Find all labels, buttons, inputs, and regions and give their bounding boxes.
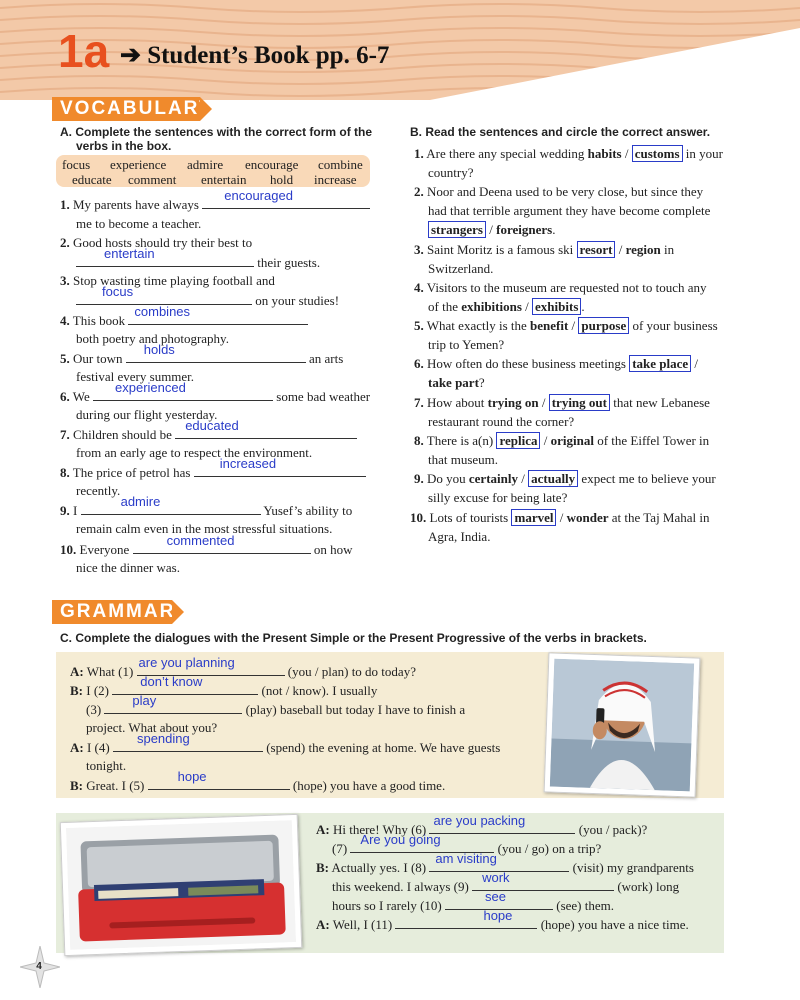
item-text: Yusef’s ability to bbox=[263, 503, 353, 518]
word: educate bbox=[72, 172, 112, 187]
item-number: 8. bbox=[60, 465, 70, 480]
dialogue-text: What (1) bbox=[86, 664, 134, 679]
instruction-a: A. Complete the sentences with the correct form of the bbox=[60, 125, 373, 139]
item-continuation: that museum. bbox=[428, 452, 499, 467]
item-text: Lots of tourists bbox=[429, 510, 512, 525]
b-item-3 bbox=[414, 242, 674, 258]
dialogue-text: (you / pack)? bbox=[578, 822, 648, 837]
item-text: We bbox=[72, 389, 90, 404]
dialogue-text: Hi there! Why (6) bbox=[332, 822, 427, 837]
option[interactable]: trying on bbox=[487, 395, 539, 410]
item-text: at the Taj Mahal in bbox=[608, 510, 710, 525]
dialogue-text: Well, I (11) bbox=[332, 917, 393, 932]
item-number: 9. bbox=[414, 471, 424, 486]
item-continuation: during our flight yesterday. bbox=[76, 407, 218, 422]
answer-text: spending bbox=[136, 731, 190, 746]
item-continuation: both poetry and photography. bbox=[76, 331, 229, 346]
answer-blank[interactable] bbox=[126, 342, 306, 363]
item-text: I bbox=[73, 503, 78, 518]
item-text: . bbox=[552, 222, 556, 237]
answer-blank[interactable] bbox=[194, 456, 366, 477]
item-continuation: nice the dinner was. bbox=[76, 560, 180, 575]
item-text: Everyone bbox=[79, 542, 130, 557]
item-continuation: recently. bbox=[76, 483, 121, 498]
item-text: This book bbox=[72, 313, 126, 328]
item-text: in bbox=[660, 242, 675, 257]
option-circled[interactable]: replica bbox=[496, 432, 540, 449]
grammar-banner: GRAMMAR bbox=[52, 600, 172, 624]
item-text: Noor and Deena used to be very close, but since they bbox=[427, 184, 704, 199]
page-number: 4 bbox=[36, 961, 42, 972]
vocab-item-9 bbox=[60, 494, 353, 519]
item-number: 9. bbox=[60, 503, 70, 518]
item-number: 3. bbox=[414, 242, 424, 257]
item-number: 3. bbox=[60, 273, 70, 288]
item-number: 10. bbox=[60, 542, 77, 557]
item-number: 5. bbox=[414, 318, 424, 333]
dialogue-1-line-2 bbox=[70, 674, 378, 699]
answer-text: hope bbox=[177, 769, 207, 784]
item-text: How often do these business meetings bbox=[427, 356, 630, 371]
word: increase bbox=[314, 172, 357, 187]
item-text: of your business bbox=[629, 318, 718, 333]
item-text: How about bbox=[427, 395, 488, 410]
dialogue-2-line-6 bbox=[316, 908, 689, 933]
item-text: Are there any special wedding bbox=[426, 146, 588, 161]
answer-text: see bbox=[485, 889, 506, 904]
unit-number: 1a bbox=[58, 25, 110, 77]
photo-suitcase bbox=[60, 814, 303, 956]
item-text: some bad weather bbox=[276, 389, 371, 404]
dialogue-text: (hope) you have a nice time. bbox=[540, 917, 689, 932]
answer-text: entertain bbox=[104, 246, 155, 261]
vocab-item-6 bbox=[60, 380, 371, 405]
instruction-b: B. Read the sentences and circle the correct answer. bbox=[410, 125, 711, 139]
item-text: The price of petrol has bbox=[72, 465, 191, 480]
item-text: of the bbox=[428, 299, 462, 314]
answer-text: focus bbox=[102, 284, 134, 299]
vocab-item-10 bbox=[60, 533, 353, 558]
item-continuation: Switzerland. bbox=[428, 261, 494, 276]
item-continuation: festival every summer. bbox=[76, 369, 195, 384]
item-number: 4. bbox=[60, 313, 70, 328]
option-circled[interactable]: trying out bbox=[549, 394, 610, 411]
b-item-2 bbox=[414, 184, 703, 200]
photo-man-on-phone bbox=[544, 652, 701, 797]
b-item-10 bbox=[410, 510, 710, 526]
item-number: 8. bbox=[414, 433, 424, 448]
answer-text: increased bbox=[219, 456, 277, 471]
speaker: B: bbox=[316, 860, 329, 875]
dialogue-text: (3) bbox=[86, 702, 102, 717]
item-text: of the Eiffel Tower in bbox=[593, 433, 710, 448]
option-circled[interactable]: exhibits bbox=[532, 298, 581, 315]
b-item-7 bbox=[414, 395, 710, 411]
word: comment bbox=[128, 172, 177, 187]
item-text: in your bbox=[682, 146, 723, 161]
item-text: Saint Moritz is a famous ski bbox=[427, 242, 577, 257]
item-text: an arts bbox=[308, 351, 344, 366]
option[interactable]: wonder bbox=[566, 510, 609, 525]
vocab-item-3-line2 bbox=[76, 284, 340, 309]
separator: / bbox=[540, 433, 551, 448]
dialogue-text: (7) bbox=[332, 841, 348, 856]
answer-blank[interactable] bbox=[93, 380, 273, 401]
item-continuation: restaurant round the corner? bbox=[428, 414, 575, 429]
item-number: 4. bbox=[414, 280, 424, 295]
answer-blank[interactable] bbox=[81, 494, 261, 515]
dialogue-text: (work) long bbox=[617, 879, 680, 894]
answer-text: hope bbox=[483, 908, 513, 923]
answer-blank[interactable] bbox=[128, 304, 308, 325]
item-text: their guests. bbox=[257, 255, 321, 270]
vocab-item-5 bbox=[60, 342, 344, 367]
speaker: B: bbox=[70, 778, 83, 793]
speaker: A: bbox=[316, 917, 330, 932]
dialogue-text: Actually yes. I (8) bbox=[331, 860, 427, 875]
answer-text: experienced bbox=[115, 380, 186, 395]
answer-blank[interactable] bbox=[76, 246, 254, 267]
item-continuation: silly excuse for being late? bbox=[428, 490, 568, 505]
item-number: 6. bbox=[60, 389, 70, 404]
answer-blank[interactable] bbox=[175, 418, 357, 439]
option-circled[interactable]: marvel bbox=[511, 509, 556, 526]
separator: / bbox=[556, 510, 567, 525]
vocab-item-3 bbox=[60, 273, 275, 289]
dialogue-text: tonight. bbox=[86, 758, 127, 773]
item-continuation: remain calm even in the most stressful situations. bbox=[76, 521, 333, 536]
dialogue-text: Great. I (5) bbox=[86, 778, 145, 793]
item-text: There is a(n) bbox=[426, 433, 497, 448]
vocabulary-banner: VOCABULARY bbox=[52, 97, 200, 121]
item-number: 7. bbox=[414, 395, 424, 410]
dialogue-text: I (4) bbox=[86, 740, 110, 755]
speaker: B: bbox=[70, 683, 83, 698]
item-number: 6. bbox=[414, 356, 424, 371]
vocab-item-2 bbox=[60, 235, 252, 251]
answer-blank[interactable] bbox=[113, 731, 263, 752]
b-item-2-options bbox=[428, 222, 555, 238]
item-text: on your studies! bbox=[255, 293, 340, 308]
option[interactable]: exhibitions bbox=[461, 299, 522, 314]
dialogue-text: I (2) bbox=[86, 683, 109, 698]
dialogue-text: (spend) the evening at home. We have guests bbox=[266, 740, 501, 755]
item-text: expect me to believe your bbox=[578, 471, 716, 486]
option[interactable]: habits bbox=[587, 146, 622, 161]
dialogue-text: (hope) you have a good time. bbox=[292, 778, 446, 793]
option[interactable]: region bbox=[625, 242, 661, 257]
dialogue-1-line-7 bbox=[70, 769, 446, 794]
book-reference bbox=[120, 40, 389, 70]
item-number: 2. bbox=[414, 184, 424, 199]
b-item-5 bbox=[414, 318, 718, 334]
item-number: 1. bbox=[60, 197, 70, 212]
item-text: Good hosts should try their best to bbox=[73, 235, 253, 250]
option-circled[interactable]: resort bbox=[577, 241, 616, 258]
option-circled[interactable]: strangers bbox=[428, 221, 486, 238]
b-item-6 bbox=[414, 356, 698, 372]
word: experience bbox=[110, 157, 167, 172]
item-number: 10. bbox=[410, 510, 427, 525]
item-number: 2. bbox=[60, 235, 70, 250]
answer-text: play bbox=[132, 693, 157, 708]
vocab-item-2-line2 bbox=[76, 246, 321, 271]
answer-text: admire bbox=[120, 494, 161, 509]
arrow-icon: ➔ bbox=[120, 42, 148, 69]
item-continuation: Agra, India. bbox=[428, 529, 491, 544]
item-number: 5. bbox=[60, 351, 70, 366]
dialogue-text: project. What about you? bbox=[86, 720, 218, 735]
item-text: Stop wasting time playing football and bbox=[73, 273, 275, 288]
speaker: A: bbox=[316, 822, 330, 837]
separator: / bbox=[521, 299, 533, 314]
item-text: that new Lebanese bbox=[609, 395, 710, 410]
item-text: My parents have always bbox=[73, 197, 199, 212]
answer-blank[interactable] bbox=[202, 188, 370, 209]
answer-blank[interactable] bbox=[133, 533, 311, 554]
man-phone-illustration bbox=[550, 659, 694, 792]
answer-text: work bbox=[482, 870, 510, 885]
answer-text: are you packing bbox=[433, 813, 526, 828]
speaker: A: bbox=[70, 740, 84, 755]
b-item-9 bbox=[414, 471, 716, 487]
item-number: 1. bbox=[414, 146, 424, 161]
item-text: Visitors to the museum are requested not to touch any bbox=[426, 280, 707, 295]
answer-text: am visiting bbox=[435, 851, 497, 866]
dialogue-text: (you / plan) to do today? bbox=[287, 664, 416, 679]
word: focus bbox=[62, 157, 91, 172]
b-item-6-line2 bbox=[428, 375, 485, 391]
vocab-item-8 bbox=[60, 456, 366, 481]
banner-arrow bbox=[200, 97, 212, 121]
item-text: Do you bbox=[427, 471, 469, 486]
dialogue-text: this weekend. I always (9) bbox=[332, 879, 469, 894]
answer-blank[interactable] bbox=[395, 908, 537, 929]
item-continuation: from an early age to respect the environment. bbox=[76, 445, 313, 460]
dialogue-1-line-3 bbox=[86, 693, 466, 718]
dialogue-2-line-5 bbox=[332, 889, 615, 914]
word: encourage bbox=[245, 157, 299, 172]
dialogue-text: (play) baseball but today I have to finish a bbox=[245, 702, 466, 717]
dialogue-1-line-1 bbox=[70, 655, 416, 680]
item-text: What exactly is the bbox=[426, 318, 531, 333]
item-continuation: had that terrible argument they have become complete bbox=[428, 203, 711, 218]
dialogue-text: (you / go) on a trip? bbox=[497, 841, 602, 856]
option[interactable]: take part bbox=[428, 375, 479, 390]
option[interactable]: original bbox=[550, 433, 594, 448]
b-item-8 bbox=[414, 433, 709, 449]
option-circled[interactable]: take place bbox=[629, 355, 691, 372]
separator: / bbox=[486, 222, 497, 237]
option-circled[interactable]: customs bbox=[632, 145, 683, 162]
item-text: Our town bbox=[73, 351, 123, 366]
word: hold bbox=[270, 172, 294, 187]
instruction-c: C. Complete the dialogues with the Present Simple or the Present Progressive of the verbs in brackets. bbox=[60, 631, 647, 645]
item-continuation: me to become a teacher. bbox=[76, 216, 202, 231]
item-continuation: country? bbox=[428, 165, 474, 180]
word: combine bbox=[318, 157, 363, 172]
dialogue-text: (see) them. bbox=[556, 898, 615, 913]
instruction-a-2: verbs in the box. bbox=[76, 139, 172, 153]
dialogue-text: hours so I rarely (10) bbox=[332, 898, 442, 913]
item-text: on how bbox=[313, 542, 353, 557]
vocab-item-4 bbox=[60, 304, 308, 329]
b-item-4-options bbox=[428, 299, 585, 315]
answer-blank[interactable] bbox=[429, 813, 575, 834]
word: admire bbox=[187, 157, 224, 172]
banner-arrow bbox=[172, 600, 184, 624]
answer-text: combines bbox=[134, 304, 191, 319]
dialogue-text: (not / know). I usually bbox=[261, 683, 378, 698]
answer-blank[interactable] bbox=[148, 769, 290, 790]
answer-text: encouraged bbox=[224, 188, 293, 203]
answer-text: holds bbox=[143, 342, 175, 357]
vocab-item-7 bbox=[60, 418, 357, 443]
answer-text: commented bbox=[166, 533, 235, 548]
item-continuation: trip to Yemen? bbox=[428, 337, 505, 352]
speaker: A: bbox=[70, 664, 84, 679]
b-item-1 bbox=[414, 146, 723, 162]
answer-text: Are you going bbox=[360, 832, 441, 847]
answer-blank[interactable] bbox=[104, 693, 242, 714]
option[interactable]: foreigners bbox=[496, 222, 553, 237]
b-item-4 bbox=[414, 280, 707, 296]
separator: / bbox=[621, 146, 632, 161]
word: entertain bbox=[201, 172, 247, 187]
answer-text: educated bbox=[185, 418, 239, 433]
book-reference-text: Student’s Book pp. 6-7 bbox=[147, 42, 390, 69]
separator: / bbox=[568, 318, 579, 333]
vocab-item-1 bbox=[60, 188, 370, 213]
option-circled[interactable]: purpose bbox=[578, 317, 629, 334]
dialogue-1-line-5 bbox=[70, 731, 501, 756]
item-text: . bbox=[581, 299, 585, 314]
separator: / bbox=[517, 471, 529, 486]
separator: / bbox=[615, 242, 626, 257]
option[interactable]: benefit bbox=[530, 318, 569, 333]
option[interactable]: certainly bbox=[468, 471, 518, 486]
option-circled[interactable]: actually bbox=[528, 470, 578, 487]
item-text: Children should be bbox=[73, 427, 172, 442]
item-number: 7. bbox=[60, 427, 70, 442]
item-text: ? bbox=[478, 375, 485, 390]
dialogue-text: (visit) my grandparents bbox=[572, 860, 694, 875]
separator: / bbox=[691, 356, 699, 371]
answer-text: don’t know bbox=[140, 674, 203, 689]
separator: / bbox=[538, 395, 549, 410]
answer-text: are you planning bbox=[138, 655, 235, 670]
suitcase-illustration bbox=[66, 820, 296, 950]
